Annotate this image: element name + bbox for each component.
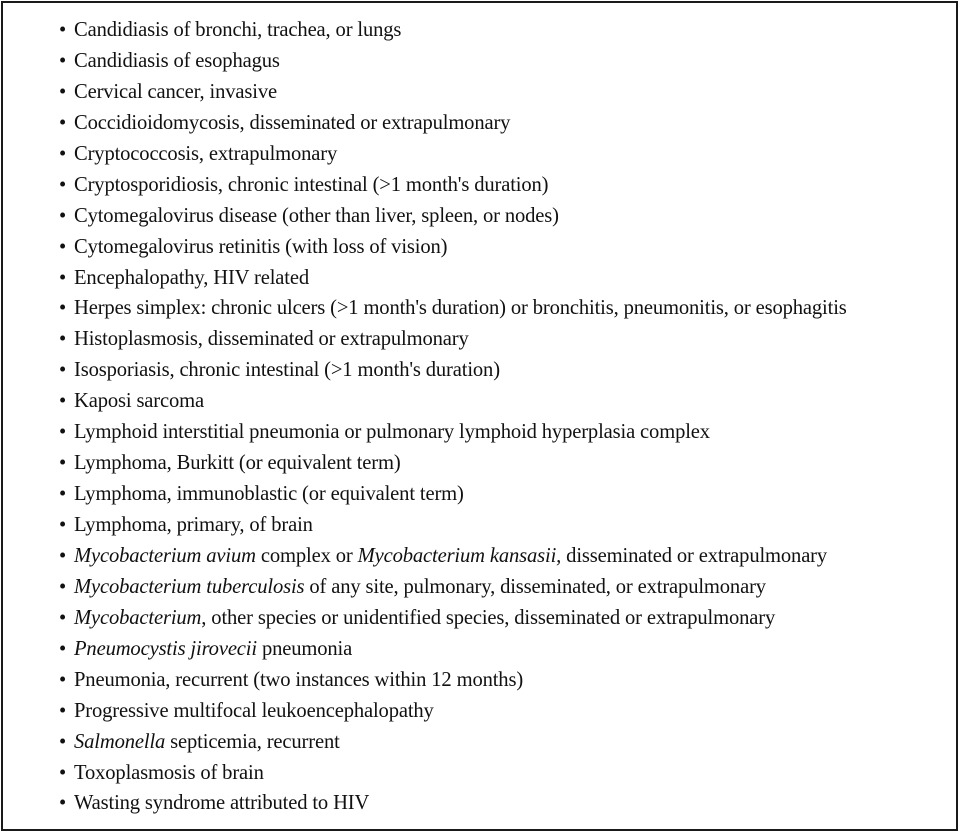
bullet-icon: •: [59, 111, 67, 134]
list-item: [59, 572, 959, 603]
italic-term: Mycobacterium kansasii,: [357, 544, 562, 567]
list-item: [59, 170, 959, 201]
bullet-icon: •: [59, 637, 67, 660]
list-item: [59, 263, 959, 294]
italic-term: Salmonella: [74, 730, 166, 753]
list-item: [59, 510, 959, 541]
bullet-icon: •: [59, 390, 67, 413]
list-item: [59, 665, 959, 696]
item-text: Lymphoid interstitial pneumonia or pulmonary lymphoid hyperplasia complex: [74, 421, 710, 444]
item-text: Cryptosporidiosis, chronic intestinal (>1 month's duration): [74, 173, 549, 196]
bullet-icon: •: [59, 483, 67, 506]
list-item: [59, 108, 959, 139]
list-item: [59, 46, 959, 77]
list-item: [59, 15, 959, 46]
bullet-icon: •: [59, 606, 67, 629]
item-text: Lymphoma, primary, of brain: [74, 514, 313, 536]
item-text: Kaposi sarcoma: [74, 390, 204, 413]
item-text: Cervical cancer, invasive: [74, 80, 277, 103]
bullet-icon: •: [59, 49, 67, 72]
item-text: Isosporiasis, chronic intestinal (>1 month's duration): [74, 359, 500, 382]
item-text: Progressive multifocal leukoencephalopathy: [74, 699, 434, 722]
list-item: [59, 386, 959, 417]
list-item: [59, 293, 959, 324]
list-item: [59, 77, 959, 108]
bullet-icon: •: [59, 730, 67, 753]
item-text: Candidiasis of esophagus: [74, 49, 280, 72]
list-item: [59, 603, 959, 634]
item-text: Encephalopathy, HIV related: [74, 266, 309, 289]
item-text: Lymphoma, immunoblastic (or equivalent term): [74, 483, 464, 506]
list-item: [59, 417, 959, 448]
bullet-icon: •: [59, 142, 67, 165]
list-item: [59, 634, 959, 665]
list-item: [59, 788, 959, 819]
list-item: [59, 696, 959, 727]
bullet-icon: •: [59, 452, 67, 475]
condition-list: [59, 15, 959, 819]
item-text: Coccidioidomycosis, disseminated or extrapulmonary: [74, 111, 511, 134]
item-text: Toxoplasmosis of brain: [74, 761, 264, 784]
list-item: [59, 201, 959, 232]
item-text: Cryptococcosis, extrapulmonary: [74, 142, 338, 165]
item-text: Candidiasis of bronchi, trachea, or lungs: [74, 19, 402, 41]
list-item: [59, 727, 959, 758]
list-item: [59, 139, 959, 170]
item-text: Herpes simplex: chronic ulcers (>1 month's duration) or bronchitis, pneumonitis, or esophagitis: [74, 297, 847, 320]
item-text: Histoplasmosis, disseminated or extrapulmonary: [74, 328, 469, 351]
item-text: pneumonia: [256, 637, 353, 660]
italic-term: Mycobacterium tuberculosis: [74, 575, 305, 598]
item-text: disseminated or extrapulmonary: [561, 544, 828, 567]
conditions-box: [1, 1, 958, 831]
bullet-icon: •: [59, 668, 67, 691]
bullet-icon: •: [59, 80, 67, 103]
italic-term: Mycobacterium: [74, 606, 202, 629]
item-text: Lymphoma, Burkitt (or equivalent term): [74, 452, 401, 475]
list-item: [59, 758, 959, 789]
bullet-icon: •: [59, 19, 67, 41]
bullet-icon: •: [59, 359, 67, 382]
bullet-icon: •: [59, 173, 67, 196]
bullet-icon: •: [59, 544, 67, 567]
item-text: Pneumonia, recurrent (two instances within 12 months): [74, 668, 524, 691]
bullet-icon: •: [59, 792, 67, 815]
item-text: , other species or unidentified species, disseminated or extrapulmonary: [201, 606, 776, 629]
item-text: Wasting syndrome attributed to HIV: [74, 792, 370, 815]
bullet-icon: •: [59, 204, 67, 227]
bullet-icon: •: [59, 514, 67, 536]
list-item: [59, 541, 959, 572]
list-item: [59, 448, 959, 479]
bullet-icon: •: [59, 328, 67, 351]
bullet-icon: •: [59, 297, 67, 320]
bullet-icon: •: [59, 761, 67, 784]
list-item: [59, 355, 959, 386]
item-text: Cytomegalovirus disease (other than liver, spleen, or nodes): [74, 204, 559, 227]
italic-term: Mycobacterium avium: [74, 544, 256, 567]
italic-term: Pneumocystis jirovecii: [74, 637, 257, 660]
bullet-icon: •: [59, 575, 67, 598]
bullet-icon: •: [59, 421, 67, 444]
list-item: [59, 479, 959, 510]
bullet-icon: •: [59, 699, 67, 722]
bullet-icon: •: [59, 235, 67, 258]
item-text: Cytomegalovirus retinitis (with loss of vision): [74, 235, 448, 258]
list-item: [59, 324, 959, 355]
item-text: complex or: [255, 544, 358, 567]
list-item: [59, 232, 959, 263]
bullet-icon: •: [59, 266, 67, 289]
item-text: of any site, pulmonary, disseminated, or extrapulmonary: [304, 575, 766, 598]
item-text: septicemia, recurrent: [165, 730, 340, 753]
